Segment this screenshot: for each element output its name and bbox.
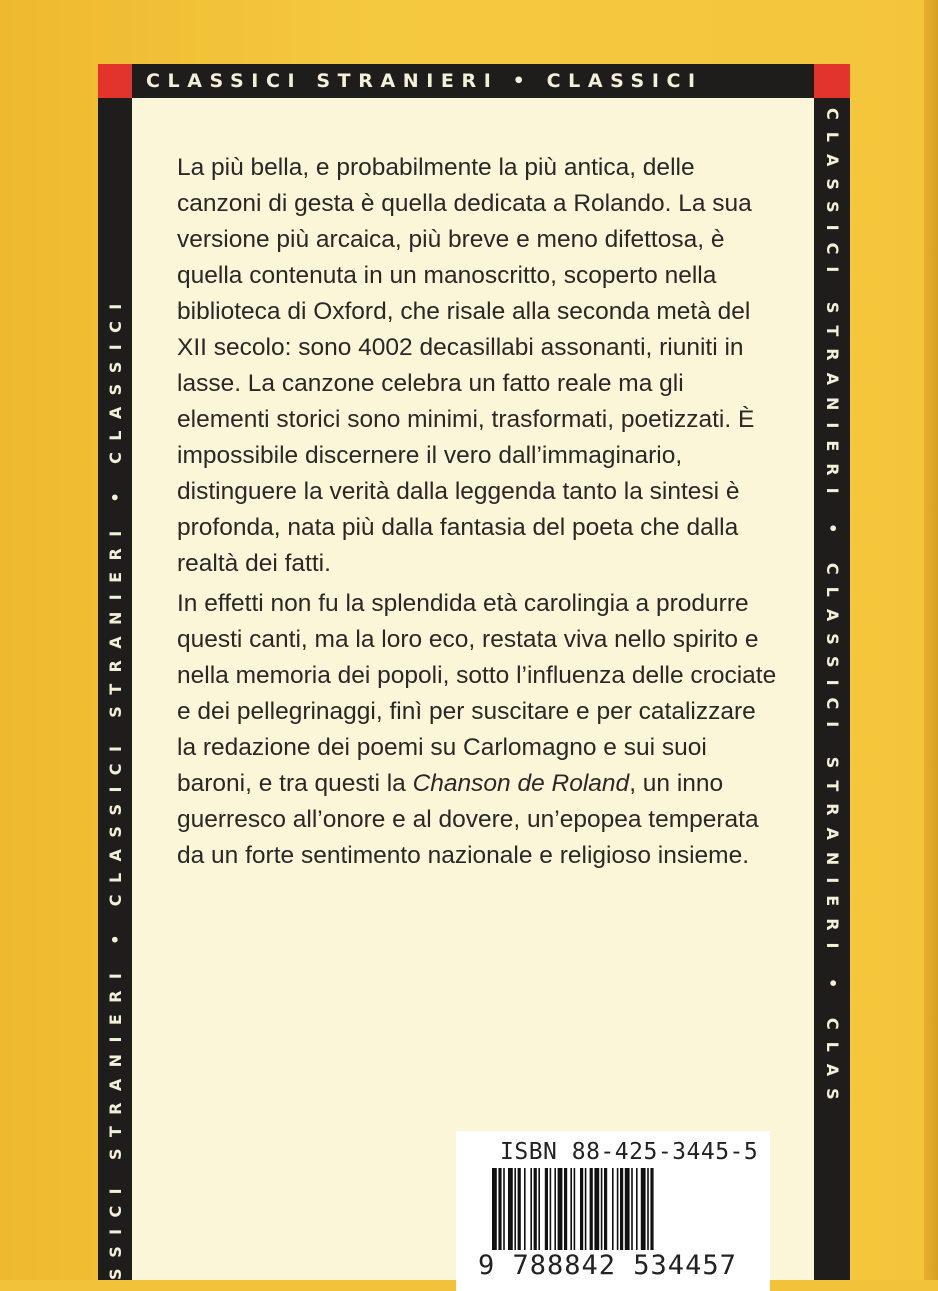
barcode-digits — [478, 1250, 737, 1281]
blurb-paragraph-2-end: , un inno guerresco all’onore e al dovere, un’epopea temperata da un forte sentimento nazionale e religioso insieme. — [177, 770, 759, 869]
blurb-paragraph-2 — [177, 586, 777, 874]
red-corner-right — [814, 64, 850, 98]
isbn-label: ISBN 88-425-3445-5 — [500, 1139, 759, 1165]
cover-edge — [924, 0, 938, 1280]
blurb-paragraph-2-start: In effetti non fu la splendida età carolingia a produrre questi canti, ma la loro eco, restata viva nello spirito e nella memoria dei popoli, sotto l’influenza delle crociate e dei pellegrinaggi, finì per suscitare e per catalizzare la redazione dei poemi su Carlomagno e sui suoi baroni, e tra questi la — [177, 590, 777, 797]
barcode-digits-text: 9 788842 534457 — [478, 1250, 737, 1281]
series-title-left: SSICI STRANIERI • CLASSICI STRANIERI • CLASSICI — [106, 292, 125, 1280]
red-corner-left — [98, 64, 132, 98]
series-title-right: CLASSICI STRANIERI • CLASSICI STRANIERI • CLAS — [823, 108, 842, 1112]
book-title-italic: Chanson de Roland — [412, 770, 630, 797]
blurb-paragraph-1: La più bella, e probabilmente la più antica, delle canzoni di gesta è quella dedicata a Rolando. La sua versione più arcaica, più breve e meno difettosa, è quella contenuta in un manoscritto, scoperto nella biblioteca di Oxford, che risale alla seconda metà del XII secolo: sono 4002 decasillabi assonanti, riuniti in lasse. La canzone celebra un fatto reale ma gli elementi storici sono minimi, trasformati, poetizzati. È impossibile discernere il vero dall’immaginario, distinguere la verità dalla leggenda tanto la sintesi è profonda, nata più dalla fantasia del poeta che dalla realtà dei fatti. — [177, 154, 755, 577]
back-cover-blurb — [177, 150, 777, 874]
barcode-graphic — [492, 1168, 754, 1256]
series-title-top: CLASSICI STRANIERI • CLASSICI — [146, 70, 703, 92]
